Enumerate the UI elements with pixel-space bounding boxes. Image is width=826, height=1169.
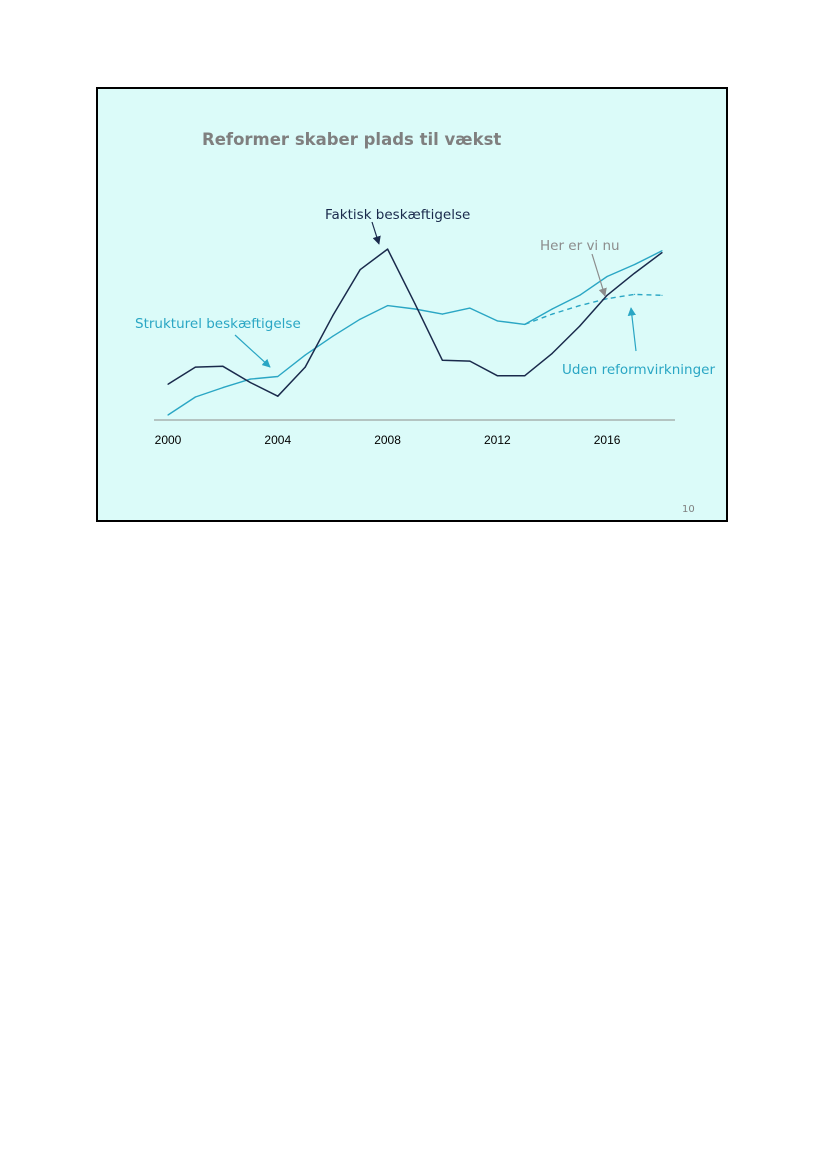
data-point — [195, 367, 196, 368]
annotation-her-er-vi-nu-label: Her er vi nu — [540, 238, 620, 254]
annotation-strukturel-label: Strukturel beskæftigelse — [135, 316, 301, 332]
data-point — [607, 295, 608, 296]
data-point — [661, 252, 662, 253]
data-point — [552, 308, 553, 309]
data-point — [222, 387, 223, 388]
data-point — [469, 308, 470, 309]
data-point — [661, 295, 662, 296]
x-tick-label: 2004 — [264, 433, 292, 447]
data-point — [250, 382, 251, 383]
data-point — [579, 305, 580, 306]
series-layer — [167, 249, 662, 416]
annotation-her-er-vi-nu-arrow — [592, 254, 605, 296]
data-point — [387, 249, 388, 250]
data-point — [222, 366, 223, 367]
slide-frame — [96, 87, 728, 522]
data-point — [497, 375, 498, 376]
data-point — [360, 269, 361, 270]
data-point — [634, 273, 635, 274]
data-point — [332, 315, 333, 316]
data-point — [195, 396, 196, 397]
data-point — [607, 298, 608, 299]
data-point — [524, 375, 525, 376]
x-tick-label: 2012 — [483, 433, 511, 447]
data-point — [579, 295, 580, 296]
data-point — [277, 396, 278, 397]
annotation-faktisk-label: Faktisk beskæftigelse — [325, 207, 471, 223]
annotation-faktisk-arrow — [372, 222, 379, 244]
data-point — [414, 303, 415, 304]
page-number: 10 — [682, 504, 695, 515]
data-point — [497, 320, 498, 321]
series-line-strukturel — [168, 251, 662, 415]
data-point — [442, 314, 443, 315]
annotation-strukturel-arrow — [235, 335, 270, 367]
annotation-uden-reform-label: Uden reformvirkninger — [562, 362, 716, 378]
chart-title: Reformer skaber plads til vækst — [202, 130, 502, 149]
data-point — [305, 355, 306, 356]
data-point — [277, 376, 278, 377]
data-point — [661, 250, 662, 251]
x-axis-ticks — [155, 433, 621, 447]
x-tick-label: 2008 — [374, 433, 401, 447]
series-line-uden-reform — [525, 294, 662, 324]
data-point — [552, 314, 553, 315]
data-point — [469, 361, 470, 362]
data-point — [442, 360, 443, 361]
x-tick-label: 2000 — [154, 433, 182, 447]
chart — [98, 89, 730, 524]
data-point — [305, 367, 306, 368]
data-point — [360, 319, 361, 320]
x-tick-label: 2016 — [593, 433, 621, 447]
annotation-uden-reform-arrow — [631, 308, 636, 351]
data-point — [167, 414, 168, 415]
data-point — [414, 308, 415, 309]
data-point — [250, 379, 251, 380]
data-point — [387, 305, 388, 306]
data-point — [579, 326, 580, 327]
data-point — [634, 264, 635, 265]
data-point — [607, 276, 608, 277]
data-point — [332, 336, 333, 337]
data-point — [524, 324, 525, 325]
data-point — [552, 353, 553, 354]
data-point — [167, 384, 168, 385]
data-point — [634, 294, 635, 295]
